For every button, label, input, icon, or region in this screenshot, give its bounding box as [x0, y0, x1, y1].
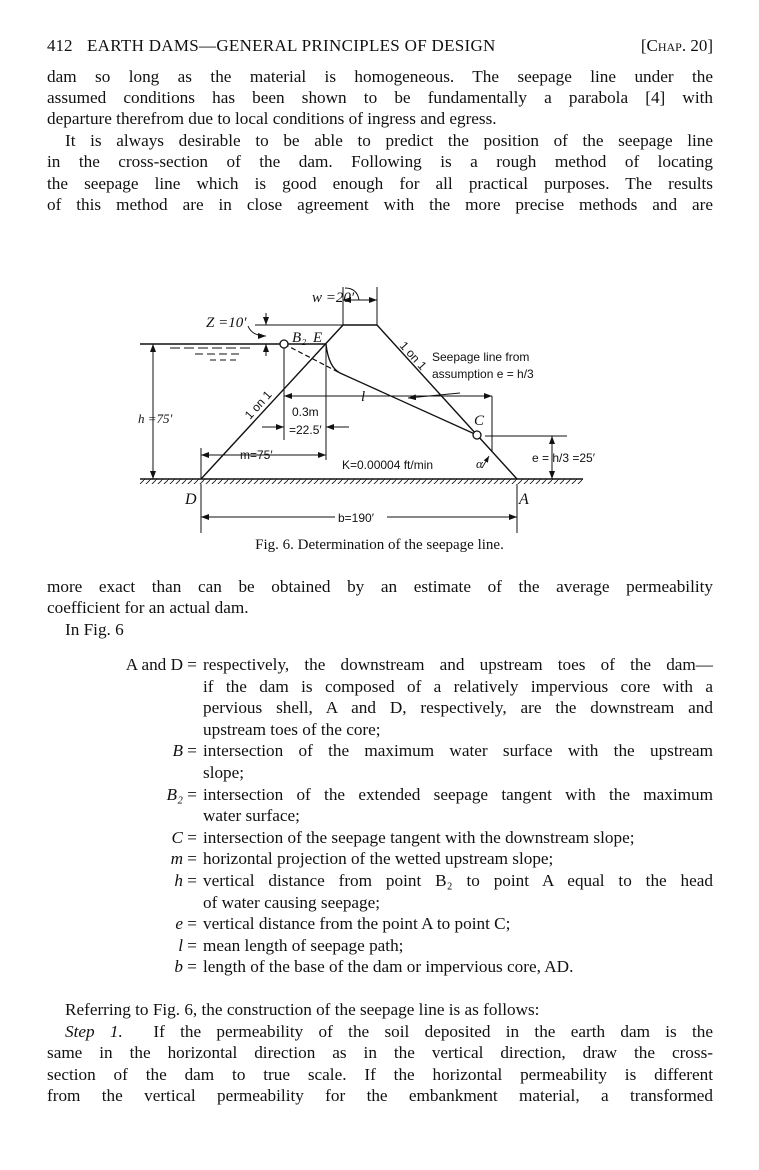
definition-text: of water causing seepage;: [203, 892, 381, 912]
equals-sign: =: [187, 914, 197, 934]
equals-sign: =: [187, 849, 197, 869]
point-c-marker: [473, 431, 481, 439]
point-a-label: A: [519, 491, 529, 508]
definition-text: pervious shell, A and D, respectively, are the downstream and: [203, 698, 713, 718]
z-label: Z =10′: [206, 315, 247, 331]
equals-sign: =: [187, 935, 197, 955]
text-line: same in the horizontal direction as in the vertical direction, draw the cross-: [47, 1043, 713, 1062]
definition-text: if the dam is composed of a relatively impervious core with a: [203, 676, 713, 696]
text-line: coefficient for an actual dam.: [47, 598, 249, 617]
text-line: more exact than can be obtained by an estimate of the average permeability: [47, 577, 713, 596]
equals-sign: =: [187, 741, 197, 761]
point-b2-marker: [280, 340, 288, 348]
page-number: 412: [47, 36, 73, 55]
equals-sign: =: [187, 827, 197, 847]
m-label: m=75′: [240, 448, 273, 462]
text-line: It is always desirable to be able to predict the position of the seepage line: [65, 131, 713, 150]
w-label: w =20′: [312, 290, 355, 306]
text-line: departure therefrom due to local conditions of ingress and egress.: [47, 109, 497, 128]
term-label: l: [178, 935, 183, 955]
h-label: h =75′: [138, 411, 173, 426]
definition-text: vertical distance from the point A to point C;: [203, 914, 511, 934]
chapter-label: [Chap. 20]: [640, 36, 713, 55]
definition-term: [47, 785, 197, 805]
equals-sign: =: [187, 871, 197, 890]
definition-text: respectively, the downstream and upstream toes of the dam—: [203, 655, 713, 674]
e-label: e = h/3 =25′: [532, 451, 595, 465]
term-label: m: [170, 849, 183, 869]
definition-term: [47, 936, 197, 956]
equals-sign: =: [187, 655, 197, 674]
step-label: Step 1.: [65, 1022, 123, 1041]
definition-text: length of the base of the dam or impervious core, AD.: [203, 957, 574, 977]
point-d-label: D: [185, 491, 197, 508]
term-label: B: [172, 741, 183, 761]
definition-text: upstream toes of the core;: [203, 719, 381, 739]
text-line: from the vertical permeability for the embankment material, a transformed: [47, 1086, 713, 1105]
definition-term: [47, 957, 197, 977]
definition-text: water surface;: [203, 806, 300, 826]
definition-term: [47, 849, 197, 869]
term-label: e: [175, 914, 183, 934]
definition-term: [47, 655, 197, 675]
equals-sign: =: [187, 957, 197, 977]
point-e-label: E: [313, 330, 323, 346]
ground-hatch: [140, 479, 583, 484]
definition-text: intersection of the extended seepage tangent with the maximum: [203, 784, 713, 804]
right-slope-label: 1 on 1: [396, 338, 430, 373]
text-line: In Fig. 6: [65, 620, 124, 639]
seepage-note-1: Seepage line from: [432, 350, 530, 364]
running-title: EARTH DAMS—GENERAL PRINCIPLES OF DESIGN: [87, 36, 496, 55]
m03-label-1: 0.3m: [292, 405, 319, 419]
equals-sign: =: [187, 784, 197, 804]
text-line: assumed conditions has been shown to be fundamentally a parabola [4] with: [47, 88, 713, 107]
text-line: the seepage line which is good enough for all practical purposes. The results: [47, 174, 713, 193]
term-label: A and D: [125, 655, 183, 674]
term-label: B₂: [166, 784, 183, 804]
water-ripples: [170, 348, 250, 360]
point-c-label: C: [474, 413, 485, 429]
definition-text: intersection of the maximum water surface with the upstream: [203, 741, 713, 761]
text-line: section of the dam to true scale. If the horizontal permeability is different: [47, 1065, 713, 1084]
definition-text: horizontal projection of the wetted upstream slope;: [203, 849, 554, 869]
definition-text: vertical distance from point B₂ to point A equal to the head: [203, 871, 713, 890]
text-line: [47, 1022, 713, 1042]
k-label: K=0.00004 ft/min: [342, 458, 434, 472]
definition-text: mean length of seepage path;: [203, 935, 404, 955]
text-line: Referring to Fig. 6, the construction of the seepage line is as follows:: [65, 1000, 540, 1019]
figure-caption: Fig. 6. Determination of the seepage line.: [255, 537, 504, 553]
m03-label-2: =22.5′: [289, 423, 322, 437]
term-label: b: [174, 957, 183, 977]
dam-cross-section-figure: [0, 0, 759, 560]
text-line: in the cross-section of the dam. Following is a rough method of locating: [47, 152, 713, 171]
definition-term: [47, 828, 197, 848]
text-line: dam so long as the material is homogeneous. The seepage line under the: [47, 67, 713, 86]
l-label: l: [361, 389, 366, 405]
definition-term: [47, 741, 197, 761]
left-slope-label: 1 on 1: [241, 387, 275, 423]
b-label: b=190′: [338, 511, 374, 525]
definition-term: [47, 914, 197, 934]
alpha-label: α: [476, 456, 483, 471]
definition-text: slope;: [203, 763, 245, 782]
text-line: of this method are in close agreement with the more precise methods and are: [47, 195, 713, 214]
term-label: C: [171, 827, 183, 847]
definition-term: [47, 871, 197, 891]
definition-text: intersection of the seepage tangent with the downstream slope;: [203, 827, 635, 847]
b2-label: B₂: [292, 330, 307, 346]
term-label: h: [174, 871, 183, 890]
step-text: If the permeability of the soil deposited in the earth dam is the: [153, 1022, 713, 1041]
seepage-note-2: assumption e = h/3: [432, 367, 534, 381]
